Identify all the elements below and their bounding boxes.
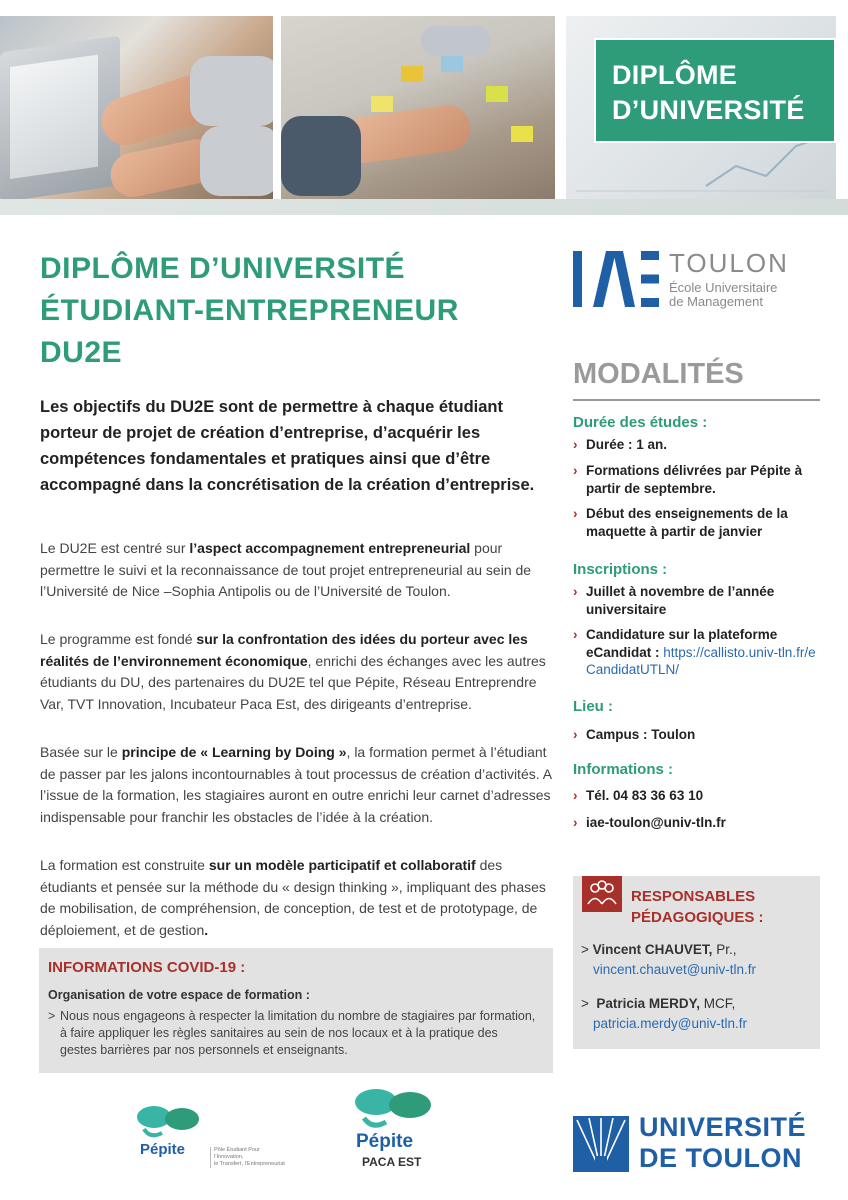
modalites-heading: MODALITÉS	[573, 358, 744, 390]
email-item: › iae-toulon@univ-tln.fr	[573, 815, 726, 830]
banner-line-1: DIPLÔME	[612, 60, 738, 90]
title-line-2: ÉTUDIANT-ENTREPRENEUR	[40, 294, 459, 327]
iae-name: TOULON	[669, 248, 789, 278]
responsables-title: RESPONSABLES PÉDAGOGIQUES :	[631, 888, 764, 926]
pepite-bubbles-icon	[136, 1105, 202, 1141]
iae-mark-icon	[573, 251, 663, 309]
person-2: > Patricia MERDY, MCF, patricia.merdy@univ-tln.fr	[581, 996, 747, 1031]
informations-heading: Informations :	[573, 761, 673, 778]
paragraph-1: Le DU2E est centré sur l’aspect accompagnement entrepreneurial pour permettre le suivi et la reconnaissance de tout projet entrepreneurial au sein de l’Université de Nice –Sophia Antipolis ou de l’Université de Toulon.	[40, 540, 532, 599]
covid-info-box	[39, 948, 553, 1073]
paragraph-4: La formation est construite sur un modèle participatif et collaboratif des étudiants et pensée sur la méthode du « design thinking », impliquant des phases de mobilisation, de compréhension, de conception, de test et de prototypage, de déploiement, et de gestion.	[40, 857, 546, 938]
duree-heading: Durée des études :	[573, 414, 708, 431]
chevron-icon: ›	[573, 584, 578, 599]
intro-text: Les objectifs du DU2E sont de permettre à chaque étudiant porteur de projet de création d’entreprise, d’acquérir les compétences fondamentales et pratiques ainsi que d’être accompagné dans la concrétisation de la création d’entreprise.	[40, 398, 535, 494]
chevron-icon: ›	[573, 437, 578, 452]
paragraph-3: Basée sur le principe de « Learning by Doing », la formation permet à l’étudiant de passer par les jalons incontournables à tout processus de création d’activités. A l’issue de la formation, les stagiaires auront en outre enrichi leur carnet d’adresses indispensable pour franchir les obstacles de l’idée à la création.	[40, 744, 552, 825]
team-icon	[582, 876, 622, 912]
duree-item-2: › Formations délivrées par Pépite à partir de septembre.	[573, 463, 803, 496]
person-1-email[interactable]: vincent.chauvet@univ-tln.fr	[593, 962, 757, 977]
responsables-box	[573, 876, 820, 1049]
inscriptions-item-2: › Candidature sur la plateforme eCandidat : https://callisto.univ-tln.fr/eCandidatUTLN/	[573, 627, 816, 677]
chevron-icon: ›	[573, 506, 578, 521]
university-name: UNIVERSITÉ DE TOULON	[639, 1112, 807, 1173]
bullet-icon: >	[48, 1009, 56, 1023]
pepite-paca-bubbles-icon	[354, 1088, 434, 1132]
person-2-email[interactable]: patricia.merdy@univ-tln.fr	[593, 1016, 747, 1031]
covid-title: INFORMATIONS COVID-19 :	[48, 959, 246, 976]
universite-toulon-logo	[573, 1114, 823, 1176]
page-title	[40, 248, 459, 374]
university-emblem-icon	[573, 1116, 629, 1172]
chevron-icon: ›	[573, 627, 578, 642]
covid-subtitle: Organisation de votre espace de formation :	[48, 988, 310, 1002]
inscriptions-item-1: › Juillet à novembre de l’année universitaire	[573, 584, 775, 617]
duree-item-3: › Début des enseignements de la maquette à partir de janvier	[573, 506, 788, 539]
diploma-banner	[594, 38, 836, 143]
banner-line-2: D’UNIVERSITÉ	[612, 95, 805, 125]
pepite-paca-name: Pépite	[356, 1131, 414, 1152]
sleeve-shape	[190, 56, 273, 126]
pepite-logo	[136, 1105, 286, 1165]
title-line-3: DU2E	[40, 336, 123, 369]
modalites-divider	[573, 399, 820, 401]
sleeve-shape-2	[200, 126, 273, 196]
duree-item-1: › Durée : 1 an.	[573, 437, 668, 452]
covid-body: > Nous nous engageons à respecter la limitation du nombre de stagiaires par formation, à faire appliquer les règles sanitaires au sein de nos locaux et à la pratique des gestes barrières par nos personnels et enseignants.	[48, 1009, 536, 1057]
pepite-name: Pépite	[140, 1141, 186, 1158]
header-photo-laptop	[0, 16, 273, 199]
header-photo-meeting	[281, 16, 555, 199]
chevron-icon: ›	[573, 463, 578, 478]
pepite-tagline: Pôle Étudiant Pour l’Innovation, le Transfert, l’Entrepreneuriat	[210, 1147, 286, 1168]
pepite-paca-logo	[350, 1088, 440, 1178]
chevron-icon: ›	[573, 815, 578, 830]
inscriptions-heading: Inscriptions :	[573, 561, 668, 578]
chevron-icon: ›	[573, 788, 578, 803]
lieu-heading: Lieu :	[573, 698, 613, 715]
ecandidat-link[interactable]: https://callisto.univ-tln.fr/eCandidatUTLN/	[586, 644, 816, 677]
pepite-paca-region: PACA EST	[362, 1155, 422, 1169]
person-1: > Vincent CHAUVET, Pr., vincent.chauvet@univ-tln.fr	[581, 942, 757, 977]
lieu-item: › Campus : Toulon	[573, 727, 696, 742]
header-band	[0, 199, 848, 215]
iae-logo	[573, 249, 823, 313]
phone-item: › Tél. 04 83 36 63 10	[573, 788, 704, 803]
paragraph-2: Le programme est fondé sur la confrontation des idées du porteur avec les réalités de l’environnement économique, enrichi des échanges avec les autres étudiants du DU, des partenaires du DU2E tel que Pépite, Réseau Entreprendre Var, TVT Innovation, Incubateur Paca Est, des dirigeants d’entreprise.	[40, 631, 546, 712]
chevron-icon: ›	[573, 727, 578, 742]
title-line-1: DIPLÔME D’UNIVERSITÉ	[40, 252, 406, 285]
iae-subtitle: École Universitaire de Management	[669, 280, 778, 309]
